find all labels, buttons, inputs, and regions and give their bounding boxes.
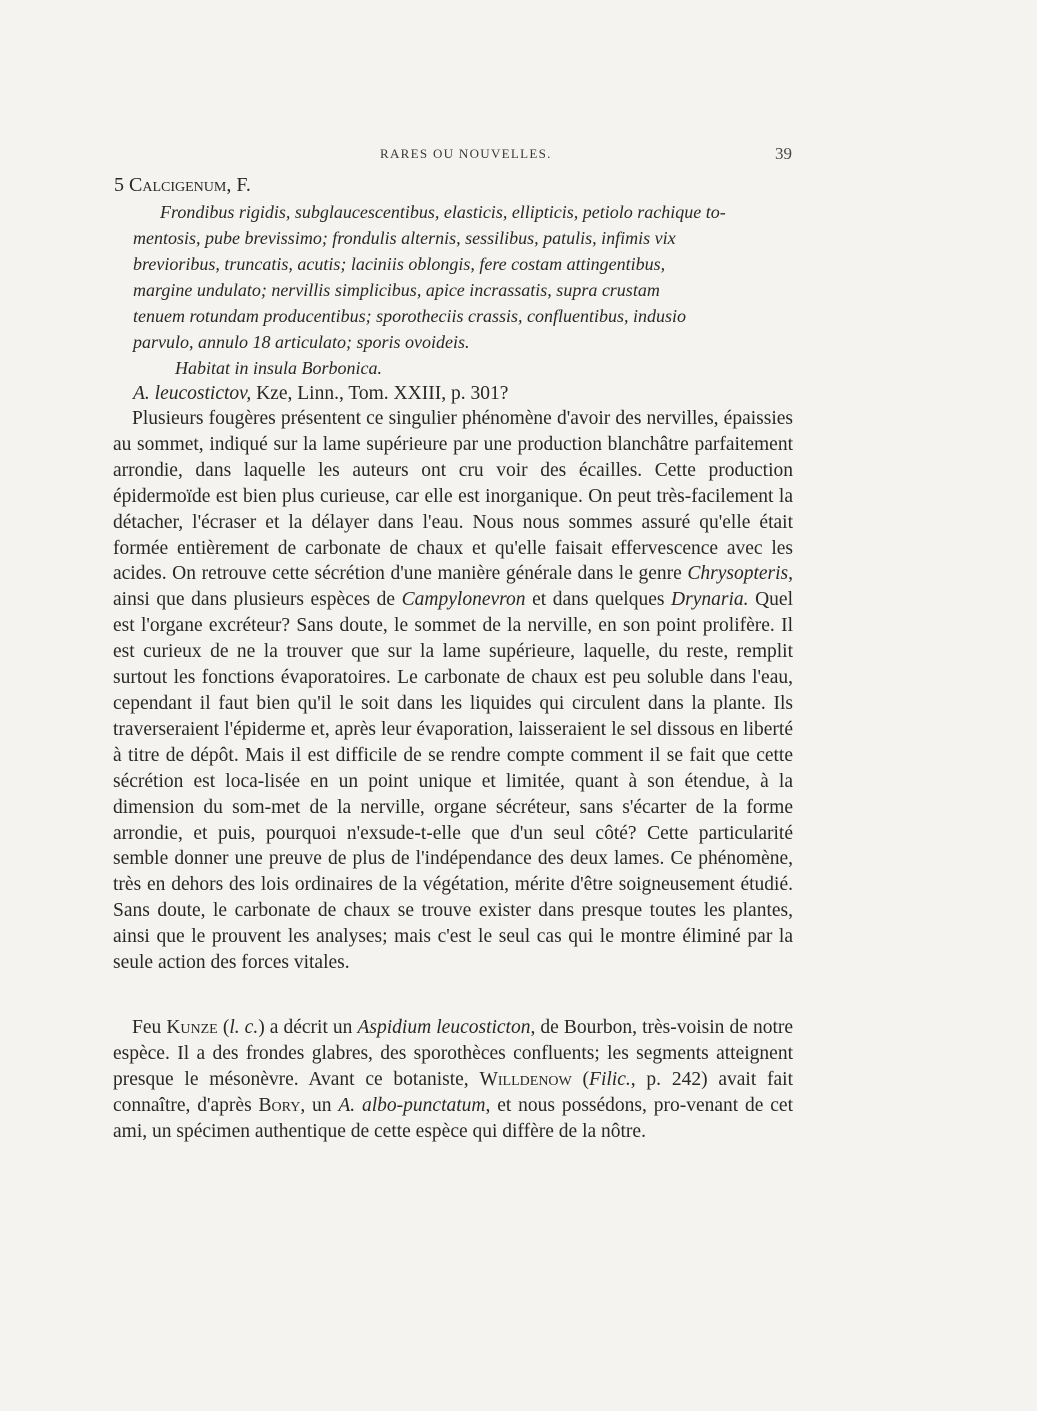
paragraph-text: ) a décrit un <box>258 1017 358 1038</box>
species-italic: Aspidium leucosticton <box>357 1017 531 1038</box>
paragraph-text: , et nous possédons, pro-venant de cet ami, un spécimen authentique de cette espèce qui diffère de la nôtre. <box>113 1094 793 1142</box>
synonym-species: A. leucostictov, <box>133 383 252 404</box>
genus-italic: Chrysopteris, <box>687 563 793 585</box>
species-italic: A. albo-punctatum <box>338 1094 486 1116</box>
paragraph-text: ( <box>571 1068 590 1090</box>
citation-italic: Filic. <box>589 1068 631 1090</box>
diagnosis-line: Frondibus rigidis, subglaucescentibus, elasticis, ellipticis, petiolo rachique to- <box>160 202 726 222</box>
paragraph-text: , de Bourbon, très-voisin de notre espèce. Il a des frondes glabres, des sporothèces confluents; les segments atteignent presque le mésonèvre. Avant ce botaniste, <box>113 1017 794 1090</box>
paragraph-text: , un <box>300 1094 339 1116</box>
paragraph-text: , p. 242) avait fait connaître, d'après <box>113 1068 794 1116</box>
diagnosis-line: mentosis, pube brevissimo; frondulis alternis, sessilibus, patulis, infimis vix <box>133 228 676 248</box>
diagnosis-line: margine undulato; nervillis simplicibus, apice incrassatis, supra crustam <box>133 280 660 300</box>
genus-heading <box>114 172 251 198</box>
genus-italic: Drynaria. <box>671 589 749 611</box>
page-number: 39 <box>775 144 792 163</box>
genus-number: 5 <box>114 174 124 196</box>
paragraph-text: Quel est l'organe excréteur? Sans doute, le sommet de la nerville, en son point prolifère. Il est curieux de ne la trouver que sur la lame supérieure, laquelle, du reste, remplit surtout les fonctions évaporatoires. Le carbonate de chaux est peu soluble dans l'eau, cependant il faut bien qu'il le soit dans les liquides qui circulent dans la plante. Ils traverseraient l'épiderme et, après leur évaporation, laisseraient le sel dissous en liberté à titre de dépôt. Mais il est difficile de se rendre compte comment il se fait que cette sécrétion est loca-lisée en un point unique et limitée, quant à son étendue, à la dimension du som-met de la nerville, organe sécréteur, sans s'écarter de la forme arrondie, et puis, pourquoi n'exsude-t-elle que d'un seul côté? Cette particularité semble donner une preuve de plus de l'indépendance des deux lames. Ce phénomène, très en dehors des lois ordinaires de la végétation, mérite d'être soigneusement étudié. Sans doute, le carbonate de chaux se trouve exister dans presque toutes les plantes, ainsi que le prouvent les analyses; mais c'est le seul cas qui le montre éliminé par la seule action des forces vitales. <box>113 589 794 974</box>
paragraph-text: Plusieurs fougères présentent ce singulier phénomène d'avoir des nervilles, épaissies au sommet, indiqué sur la lame supérieure par une production blanchâtre parfaitement arrondie, dans laquelle les auteurs ont cru voir des écailles. Cette production épidermoïde est bien plus curieuse, car elle est inorganique. On peut très-facilement la détacher, l'écraser et la délayer dans l'eau. Nous nous sommes assuré qu'elle était formée entièrement de carbonate de chaux et qu'elle faisait effervescence avec les acides. On retrouve cette sécrétion d'une manière générale dans le genre <box>113 408 793 585</box>
habitat-line: Habitat in insula Borbonica. <box>175 358 382 378</box>
body-paragraph-2 <box>113 1015 793 1145</box>
body-paragraph-1 <box>113 406 793 976</box>
genus-name: Calcigenum <box>129 174 227 196</box>
diagnosis-line: brevioribus, truncatis, acutis; laciniis oblongis, fere costam attingentibus, <box>133 254 666 274</box>
page-header <box>0 144 1037 166</box>
author-name: Bory <box>258 1094 301 1116</box>
synonym-line <box>133 381 508 407</box>
citation-italic: l. c. <box>229 1017 259 1038</box>
paragraph-text: ainsi que dans plusieurs espèces de <box>113 589 402 611</box>
author-name: Willdenow <box>479 1068 572 1090</box>
genus-author: , F. <box>226 174 251 196</box>
paragraph-text: et dans quelques <box>525 589 672 611</box>
paragraph-text: Feu <box>132 1017 167 1038</box>
diagnosis-line: parvulo, annulo 18 articulato; sporis ovoideis. <box>133 332 470 352</box>
genus-italic: Campylonevron <box>401 589 526 611</box>
paragraph-text: ( <box>217 1017 230 1038</box>
synonym-reference: Kze, Linn., Tom. XXIII, p. 301? <box>251 383 509 404</box>
running-title: RARES OU NOUVELLES. <box>380 146 552 161</box>
author-name: Kunze <box>166 1017 218 1038</box>
diagnosis-line: tenuem rotundam producentibus; sporotheciis crassis, confluentibus, indusio <box>133 306 686 326</box>
